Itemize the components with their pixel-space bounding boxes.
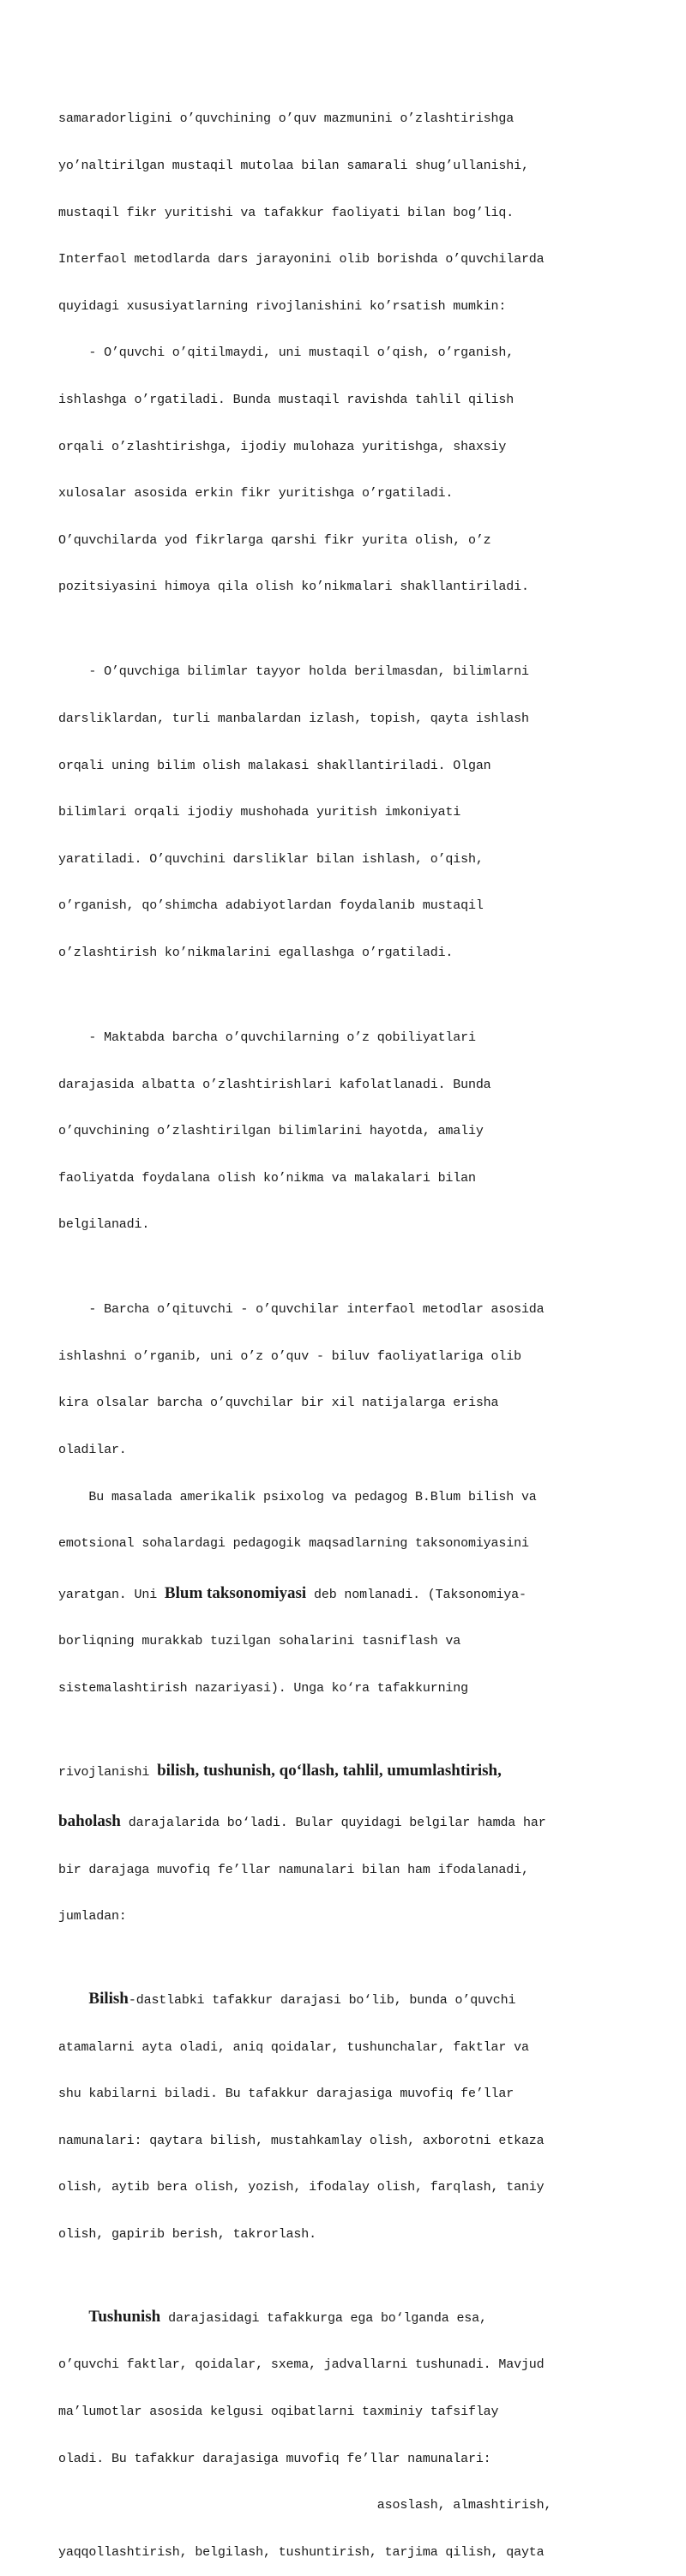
- text-line: ma’lumotlar asosida kelgusi oqibatlarni taxminiy tafsiflay: [58, 2405, 499, 2420]
- text-line: ishlashni o’rganib, uni o’z o’quv - biluv faoliyatlariga olib: [58, 1348, 521, 1364]
- text-line: emotsional sohalardagi pedagogik maqsadlarning taksonomiyasini: [58, 1536, 529, 1552]
- text-line: faoliyatda foydalana olish ko’nikma va malakalari bilan: [58, 1170, 476, 1186]
- text-line: - Barcha o’qituvchi - o’quvchilar interfaol metodlar asosida: [58, 1302, 545, 1318]
- text-line: namunalari: qaytara bilish, mustahkamlay olish, axborotni etkaza: [58, 2133, 545, 2148]
- text-line: bilimlari orqali ijodiy mushohada yuritish imkoniyati: [58, 805, 461, 820]
- text-line: o’zlashtirish ko’nikmalarini egallashga o’rgatiladi.: [58, 945, 454, 960]
- text-line: - O’quvchiga bilimlar tayyor holda berilmasdan, bilimlarni: [58, 664, 529, 680]
- text-line: Interfaol metodlarda dars jarayonini olib borishda o’quvchilarda: [58, 252, 545, 267]
- text-line: olish, aytib bera olish, yozish, ifodalay olish, farqlash, taniy: [58, 2180, 545, 2195]
- tushunish-term: Tushunish: [88, 2308, 161, 2327]
- text-line: bir darajaga muvofiq fe’llar namunalari bilan ham ifodalanadi,: [58, 1862, 529, 1877]
- text-line: Bu masalada amerikalik psixolog va pedagog B.Blum bilish va: [58, 1489, 537, 1504]
- text-line: o’quvchi faktlar, qoidalar, sxema, jadvallarni tushunadi. Mavjud: [58, 2357, 545, 2373]
- text-line: yo’naltirilgan mustaqil mutolaa bilan samarali shug’ullanishi,: [58, 159, 529, 173]
- text-line: o’quvchining o’zlashtirilgan bilimlarini hayotda, amaliy: [58, 1124, 484, 1139]
- text-line: - O’quvchi o’qitilmaydi, uni mustaqil o’qish, o’rganish,: [58, 345, 514, 361]
- text-line: o’rganish, qo’shimcha adabiyotlardan foydalanib mustaqil: [58, 898, 484, 914]
- text-line: shu kabilarni biladi. Bu tafakkur darajasiga muvofiq fe’llar: [58, 2087, 514, 2102]
- text-line: yaratiladi. O’quvchini darsliklar bilan ishlash, o’qish,: [58, 851, 484, 867]
- baholash-line: baholash darajalarida bo‘ladi. Bular quyidagi belgilar hamda har: [58, 1812, 546, 1831]
- text-line: mustaqil fikr yuritishi va tafakkur faoliyati bilan bog’liq.: [58, 205, 514, 220]
- text-line: oladi. Bu tafakkur darajasiga muvofiq fe’llar namunalari:: [58, 2451, 491, 2466]
- text-line: sistemalashtirish nazariyasi). Unga ko‘ra tafakkurning: [58, 1680, 468, 1696]
- baholash-term: baholash: [58, 1812, 121, 1831]
- text-line: O’quvchilarda yod fikrlarga qarshi fikr yurita olish, o’z: [58, 532, 491, 548]
- tushunish-line: Tushunish darajasidagi tafakkurga ega bo‘lganda esa,: [88, 2308, 487, 2327]
- levels-line: rivojlanishi bilish, tushunish, qo‘llash, tahlil, umumlashtirish,: [58, 1761, 502, 1780]
- text-line: asoslash, almashtirish,: [58, 2498, 552, 2513]
- text-line: oladilar.: [58, 1443, 127, 1458]
- text-line: yaqqollashtirish, belgilash, tushuntirish, tarjima qilish, qayta: [58, 2544, 545, 2560]
- text-line: kira olsalar barcha o’quvchilar bir xil natijalarga erisha: [58, 1396, 499, 1411]
- text-line: borliqning murakkab tuzilgan sohalarini tasniflash va: [58, 1634, 461, 1649]
- text-line: olish, gapirib berish, takrorlash.: [58, 2227, 316, 2243]
- text-line: ishlashga o’rgatiladi. Bunda mustaqil ravishda tahlil qilish: [58, 392, 514, 407]
- text-line: belgilanadi.: [58, 1217, 150, 1233]
- levels-term: bilish, tushunish, qo‘llash, tahlil, umumlashtirish,: [157, 1761, 502, 1780]
- text-line: darsliklardan, turli manbalardan izlash, topish, qayta ishlash: [58, 711, 529, 726]
- text-line: orqali uning bilim olish malakasi shakllantiriladi. Olgan: [58, 758, 491, 773]
- bilish-term: Bilish: [88, 1990, 129, 2009]
- text-line: samaradorligini o’quvchining o’quv mazmunini o’zlashtirishga: [58, 111, 514, 127]
- text-line: pozitsiyasini himoya qila olish ko’nikmalari shakllantiriladi.: [58, 579, 529, 595]
- text-line: quyidagi xususiyatlarning rivojlanishini ko’rsatish mumkin:: [58, 298, 507, 314]
- blum-term: Blum taksonomiyasi: [164, 1583, 307, 1602]
- text-line: - Maktabda barcha o’quvchilarning o’z qobiliyatlari: [58, 1030, 476, 1045]
- text-line: xulosalar asosida erkin fikr yuritishga o’rgatiladi.: [58, 486, 454, 501]
- blum-line: yaratgan. Uni Blum taksonomiyasi deb nomlanadi. (Taksonomiya-: [58, 1583, 527, 1602]
- text-line: atamalarni ayta oladi, aniq qoidalar, tushunchalar, faktlar va: [58, 2039, 529, 2055]
- text-line: darajasida albatta o’zlashtirishlari kafolatlanadi. Bunda: [58, 1077, 491, 1092]
- text-line: jumladan:: [58, 1909, 127, 1924]
- document-page: [58, 81, 624, 2576]
- text-line: orqali o’zlashtirishga, ijodiy mulohaza yuritishga, shaxsiy: [58, 439, 507, 454]
- bilish-line: Bilish-dastlabki tafakkur darajasi bo‘lib, bunda o’quvchi: [88, 1990, 516, 2009]
